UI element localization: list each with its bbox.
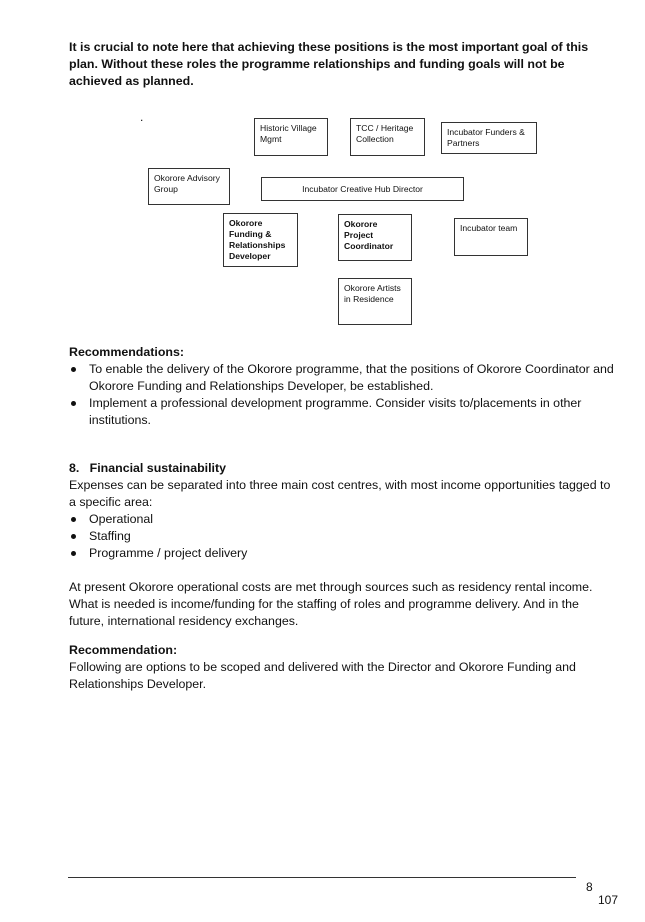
org-box-incubator-team: Incubator team xyxy=(454,218,528,256)
org-box-hub-director: Incubator Creative Hub Director xyxy=(261,177,464,201)
org-box-advisory-group: Okorore Advisory Group xyxy=(148,168,230,205)
footer-divider xyxy=(68,877,576,878)
recommendation-section xyxy=(69,642,614,693)
list-item: To enable the delivery of the Okorore programme, that the positions of Okorore Coordinator and Okorore Funding and Relationships Developer, be established. xyxy=(69,361,614,395)
recommendation-text: Following are options to be scoped and delivered with the Director and Okorore Funding and Relationships Developer. xyxy=(69,660,576,691)
recommendations-section xyxy=(69,344,614,429)
cost-centres-list xyxy=(69,511,614,562)
org-box-artists-residence: Okorore Artists in Residence xyxy=(338,278,412,325)
financial-heading: 8. Financial sustainability xyxy=(69,461,226,475)
recommendations-heading: Recommendations: xyxy=(69,345,184,359)
financial-paragraph: At present Okorore operational costs are met through sources such as residency rental income. What is needed is income/funding for the staffing of roles and programme delivery. And in the future, international residency exchanges. xyxy=(69,580,593,628)
recommendation-heading: Recommendation: xyxy=(69,643,178,657)
org-box-historic-village: Historic Village Mgmt xyxy=(254,118,328,156)
list-item: Implement a professional development programme. Consider visits to/placements in other institutions. xyxy=(69,395,614,429)
org-box-tcc-heritage: TCC / Heritage Collection xyxy=(350,118,425,156)
intro-paragraph: It is crucial to note here that achieving these positions is the most important goal of this plan. Without these roles the programme relationships and funding goals will not be achieved as planned. xyxy=(69,40,589,88)
list-item: Programme / project delivery xyxy=(69,545,614,562)
stray-mark: . xyxy=(140,110,144,124)
org-box-funding-developer: Okorore Funding & Relationships Developer xyxy=(223,213,298,267)
org-box-project-coordinator: Okorore Project Coordinator xyxy=(338,214,412,261)
page-number: 8 xyxy=(586,880,593,894)
recommendations-list xyxy=(69,361,614,429)
org-box-incubator-funders: Incubator Funders & Partners xyxy=(441,122,537,154)
list-item: Staffing xyxy=(69,528,614,545)
financial-section xyxy=(69,460,614,630)
financial-intro: Expenses can be separated into three main cost centres, with most income opportunities tagged to a specific area: xyxy=(69,478,611,509)
list-item: Operational xyxy=(69,511,614,528)
document-page-number: 107 xyxy=(598,893,619,907)
